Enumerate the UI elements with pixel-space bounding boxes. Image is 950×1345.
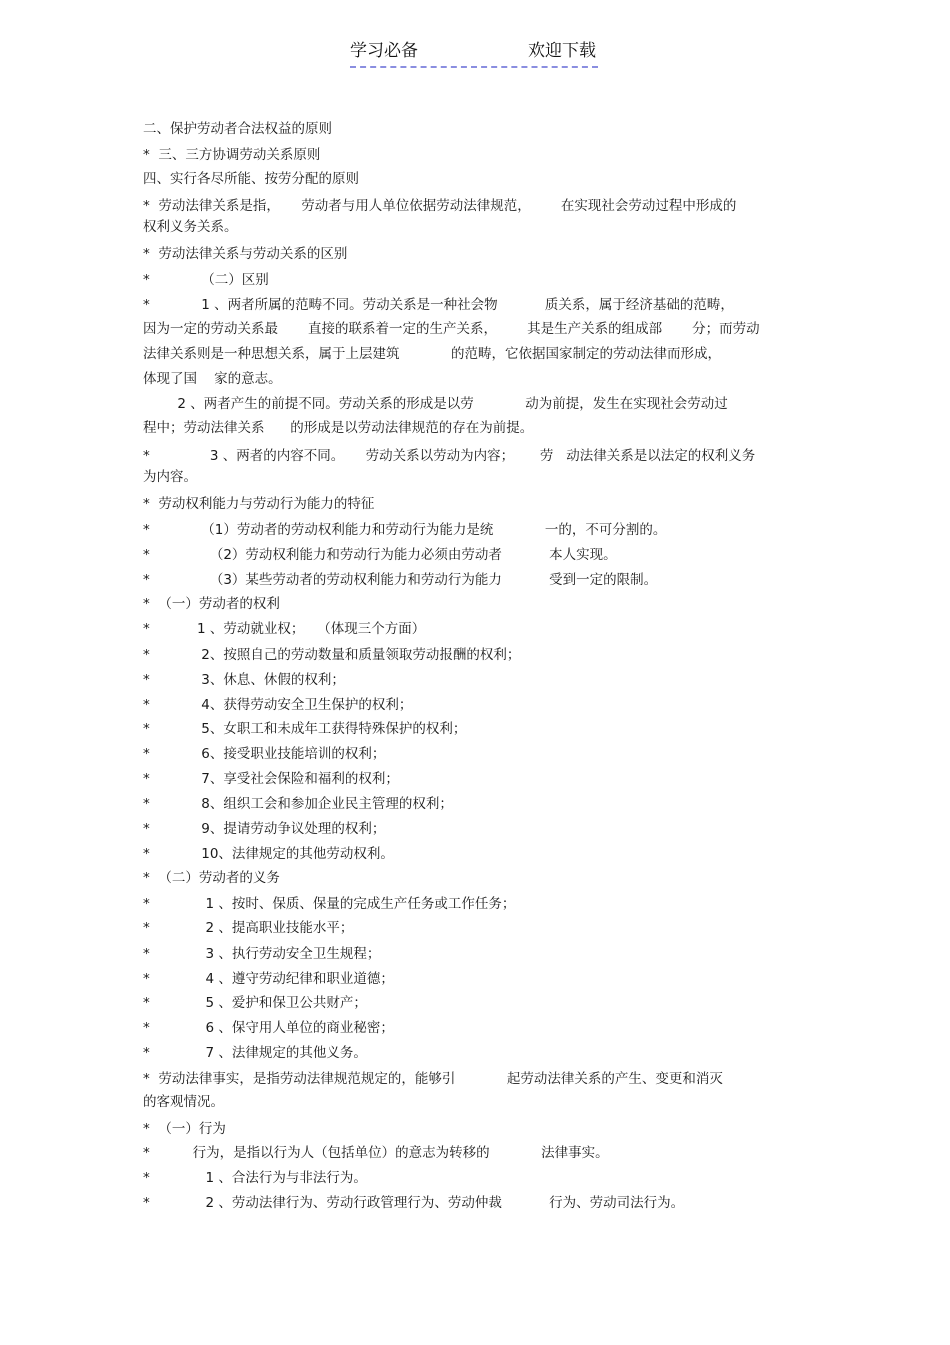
text-line: 二、保护劳动者合法权益的原则: [143, 121, 332, 137]
text-line: * 1 、按时、保质、保量的完成生产任务或工作任务；: [143, 896, 516, 912]
text-line: * 4 、遵守劳动纪律和职业道德；: [143, 971, 394, 987]
text-line: * 三、三方协调劳动关系原则: [143, 147, 321, 163]
text-line: 体现了国 家的意志。: [143, 371, 282, 387]
text-line: * （一）行为: [143, 1121, 226, 1137]
header-right-text: 欢迎下载: [528, 41, 596, 61]
text-line: 为内容。: [143, 469, 197, 485]
text-line: * 1 、劳动就业权； （体现三个方面）: [143, 621, 426, 637]
text-line: * （一）劳动者的权利: [143, 596, 280, 612]
text-line: * 7 、法律规定的其他义务。: [143, 1045, 367, 1061]
text-line: * 行为，是指以行为人（包括单位）的意志为转移的 法律事实。: [143, 1145, 609, 1161]
text-line: * 5 、爱护和保卫公共财产；: [143, 995, 367, 1011]
text-line: * （二）劳动者的义务: [143, 870, 280, 886]
text-line: * 6 、保守用人单位的商业秘密；: [143, 1020, 394, 1036]
text-line: * 6、接受职业技能培训的权利；: [143, 746, 386, 762]
text-line: * （1）劳动者的劳动权利能力和劳动行为能力是统 一的，不可分割的。: [143, 522, 667, 538]
text-line: * 4、获得劳动安全卫生保护的权利；: [143, 697, 413, 713]
text-line: * 1 、两者所属的范畴不同。劳动关系是一种社会物 质关系，属于经济基础的范畴，: [143, 297, 734, 313]
text-line: 程中；劳动法律关系 的形成是以劳动法律规范的存在为前提。: [143, 420, 534, 436]
text-line: 权利义务关系。: [143, 219, 238, 235]
text-line: * 2 、劳动法律行为、劳动行政管理行为、劳动仲裁 行为、劳动司法行为。: [143, 1195, 685, 1211]
text-line: 四、实行各尽所能、按劳分配的原则: [143, 171, 359, 187]
text-line: * 3 、两者的内容不同。 劳动关系以劳动为内容； 劳 动法律关系是以法定的权利义务: [143, 448, 756, 464]
text-line: * 5、女职工和未成年工获得特殊保护的权利；: [143, 721, 467, 737]
text-line: * 8、组织工会和参加企业民主管理的权利；: [143, 796, 453, 812]
text-line: * 劳动权利能力与劳动行为能力的特征: [143, 496, 375, 512]
text-line: * 1 、合法行为与非法行为。: [143, 1170, 367, 1186]
text-line: * 2 、提高职业技能水平；: [143, 920, 354, 936]
text-line: * 9、提请劳动争议处理的权利；: [143, 821, 386, 837]
text-line: * （3）某些劳动者的劳动权利能力和劳动行为能力 受到一定的限制。: [143, 572, 658, 588]
text-line: 的客观情况。: [143, 1094, 224, 1110]
text-line: * 7、享受社会保险和福利的权利；: [143, 771, 399, 787]
text-line: 法律关系则是一种思想关系，属于上层建筑 的范畴，它依据国家制定的劳动法律而形成，: [143, 346, 721, 362]
text-line: * 3 、执行劳动安全卫生规程；: [143, 946, 381, 962]
text-line: * 劳动法律关系与劳动关系的区别: [143, 246, 348, 262]
text-line: 2 、两者产生的前提不同。劳动关系的形成是以劳 动为前提，发生在实现社会劳动过: [143, 396, 728, 412]
text-line: * 2、按照自己的劳动数量和质量领取劳动报酬的权利；: [143, 647, 521, 663]
text-line: * （2）劳动权利能力和劳动行为能力必须由劳动者 本人实现。: [143, 547, 617, 563]
text-line: * （二）区别: [143, 272, 269, 288]
text-line: 因为一定的劳动关系最 直接的联系着一定的生产关系， 其是生产关系的组成部 分；而劳动: [143, 321, 760, 337]
text-line: * 劳动法律事实，是指劳动法律规范规定的，能够引 起劳动法律关系的产生、变更和消灭: [143, 1071, 723, 1087]
text-line: * 3、休息、休假的权利；: [143, 672, 345, 688]
text-line: * 10、法律规定的其他劳动权利。: [143, 846, 394, 862]
header-left-text: 学习必备: [350, 41, 418, 61]
text-line: * 劳动法律关系是指， 劳动者与用人单位依据劳动法律规范， 在实现社会劳动过程中形成的: [143, 198, 737, 214]
page-header: [350, 40, 598, 68]
